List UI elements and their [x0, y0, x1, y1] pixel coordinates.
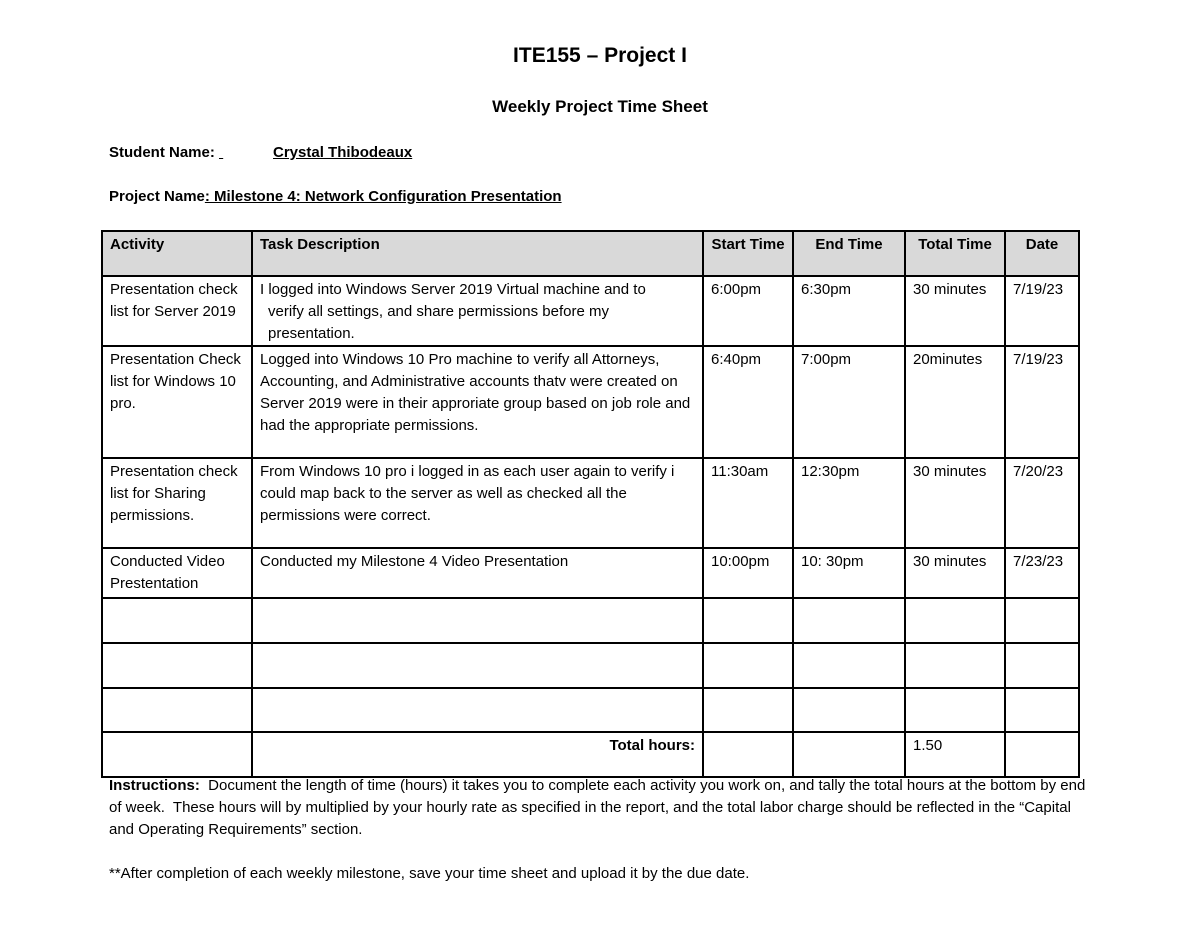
end-time-cell: 7:00pm [793, 346, 905, 458]
table-row [102, 548, 1079, 598]
header-end-time: End Time [793, 231, 905, 276]
start-time-cell: 6:40pm [703, 346, 793, 458]
table-row [102, 346, 1079, 458]
task-cell: Conducted my Milestone 4 Video Presentation [252, 548, 703, 598]
activity-cell: Conducted Video Prestentation [102, 548, 252, 598]
task-text: I logged into Windows Server 2019 Virtual machine and to [260, 281, 646, 298]
task-cell: From Windows 10 pro i logged in as each user again to verify i could map back to the server as well as checked all the permissions were correct. [252, 458, 703, 548]
empty-cell [102, 732, 252, 777]
header-start-time: Start Time [703, 231, 793, 276]
table-row [102, 458, 1079, 548]
empty-cell [1005, 732, 1079, 777]
table-row-empty [102, 643, 1079, 688]
empty-cell [703, 732, 793, 777]
time-sheet-table [101, 230, 1080, 778]
date-cell: 7/19/23 [1005, 276, 1079, 346]
project-name-value: : Milestone 4: Network Configuration Presentation [204, 188, 562, 205]
empty-cell [1005, 598, 1079, 643]
date-cell: 7/20/23 [1005, 458, 1079, 548]
date-cell: 7/19/23 [1005, 346, 1079, 458]
empty-cell [793, 732, 905, 777]
activity-cell: Presentation check list for Server 2019 [102, 276, 252, 346]
empty-cell [703, 643, 793, 688]
header-activity: Activity [102, 231, 252, 276]
total-time-cell: 30 minutes [905, 548, 1005, 598]
project-name-label: Project Name [109, 188, 205, 205]
empty-cell [252, 688, 703, 732]
task-cell [252, 276, 703, 346]
task-text: verify all settings, and share permissions before my presentation. [268, 303, 609, 342]
totals-row [102, 732, 1079, 777]
underline-pad [227, 144, 273, 161]
total-hours-label: Total hours: [252, 732, 703, 777]
student-name-field [109, 144, 432, 161]
start-time-cell: 11:30am [703, 458, 793, 548]
instructions-label: Instructions: [109, 777, 200, 794]
empty-cell [793, 688, 905, 732]
empty-cell [252, 598, 703, 643]
empty-cell [1005, 688, 1079, 732]
end-time-cell: 10: 30pm [793, 548, 905, 598]
total-hours-value: 1.50 [905, 732, 1005, 777]
upload-note: **After completion of each weekly milestone, save your time sheet and upload it by the due date. [109, 865, 750, 882]
start-time-cell: 6:00pm [703, 276, 793, 346]
start-time-cell: 10:00pm [703, 548, 793, 598]
empty-cell [905, 688, 1005, 732]
document-subtitle: Weekly Project Time Sheet [492, 97, 708, 116]
underline-pad [412, 144, 432, 161]
header-date: Date [1005, 231, 1079, 276]
document-title: ITE155 – Project I [513, 44, 687, 67]
underline-pad [219, 144, 227, 161]
instructions-paragraph [109, 775, 1099, 841]
student-name-label: Student Name: [109, 144, 215, 161]
student-name-text: Crystal Thibodeaux [273, 144, 413, 161]
total-time-cell: 30 minutes [905, 276, 1005, 346]
table-row [102, 276, 1079, 346]
empty-cell [703, 688, 793, 732]
empty-cell [793, 643, 905, 688]
empty-cell [102, 688, 252, 732]
empty-cell [905, 598, 1005, 643]
empty-cell [102, 643, 252, 688]
empty-cell [1005, 643, 1079, 688]
empty-cell [905, 643, 1005, 688]
end-time-cell: 12:30pm [793, 458, 905, 548]
empty-cell [252, 643, 703, 688]
empty-cell [703, 598, 793, 643]
task-cell: Logged into Windows 10 Pro machine to verify all Attorneys, Accounting, and Administrative accounts thatv were created on Server 2019 were in their approriate group based on job role and had the appropriate permissions. [252, 346, 703, 458]
project-name-field [109, 188, 562, 205]
instructions-text: Document the length of time (hours) it takes you to complete each activity you work on, and tally the total hours at the bottom by end of week. These hours will by multiplied by your hourly rate as specified in the report, and the total labor charge should be reflected in the “Capital and Operating Requirements” section. [109, 777, 1090, 838]
header-total-time: Total Time [905, 231, 1005, 276]
date-cell: 7/23/23 [1005, 548, 1079, 598]
total-time-cell: 20minutes [905, 346, 1005, 458]
activity-cell: Presentation Check list for Windows 10 pro. [102, 346, 252, 458]
end-time-cell: 6:30pm [793, 276, 905, 346]
student-name-value [227, 144, 432, 161]
table-row-empty [102, 688, 1079, 732]
table-row-empty [102, 598, 1079, 643]
table-header-row [102, 231, 1079, 276]
empty-cell [102, 598, 252, 643]
total-time-cell: 30 minutes [905, 458, 1005, 548]
activity-cell: Presentation check list for Sharing permissions. [102, 458, 252, 548]
header-task-description: Task Description [252, 231, 703, 276]
empty-cell [793, 598, 905, 643]
